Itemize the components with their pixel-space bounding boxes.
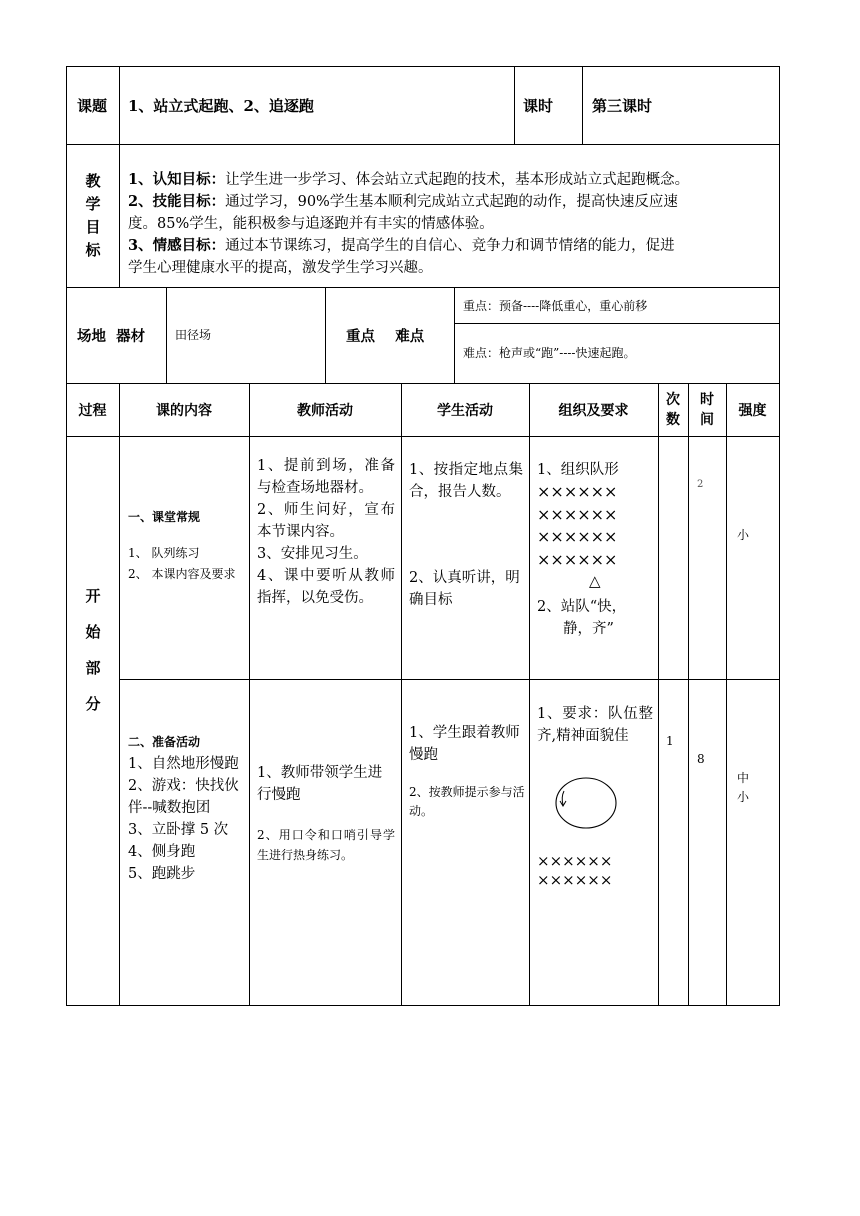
row1-student-2: 2、认真听讲，明确目标: [409, 570, 520, 608]
row1-content-item: 2、 本课内容及要求: [128, 567, 236, 581]
period-label: 课时: [523, 97, 554, 115]
course-title: 1、站立式起跑、2、追逐跑: [128, 97, 314, 115]
objective-cognitive: 1、认知目标：让学生进一步学习、体会站立式起跑的技术，基本形成站立式起跑概念。: [128, 171, 690, 188]
row2-teacher-1: 1、教师带领学生进行慢跑: [257, 765, 383, 803]
phase-label: 开 始 部 分: [85, 587, 101, 713]
col-count: 次 数: [666, 392, 680, 428]
venue-label: 场地 器材: [77, 328, 146, 345]
col-organization: 组织及要求: [558, 403, 629, 419]
teacher-position-mark: △: [589, 572, 601, 590]
row2-formation: ×××××× ××××××: [537, 852, 613, 889]
row2-time: 8: [697, 752, 705, 766]
period-value: 第三课时: [592, 97, 653, 115]
row1-time: 2: [697, 479, 704, 490]
objectives-label: 教 学 目 标: [85, 172, 101, 259]
venue-value: 田径场: [175, 328, 212, 342]
row1-content-item: 1、 队列练习: [128, 546, 200, 560]
col-intensity: 强度: [738, 403, 767, 419]
formation: ×××××× ×××××× ×××××× ××××××: [537, 482, 618, 569]
row2-content-title: 二、准备活动: [128, 735, 201, 749]
col-content: 课的内容: [156, 403, 212, 419]
row1-intensity: 小: [737, 528, 750, 542]
row1-content-title: 一、课堂常规: [128, 510, 201, 524]
difficulty: 难点：枪声或“跑”----快速起跑。: [463, 346, 636, 360]
row2-student-1: 1、学生跟着教师慢跑: [409, 725, 520, 763]
row2-teacher-2: 2、用口令和口哨引导学生进行热身练习。: [257, 828, 395, 862]
running-loop-diagram: [554, 775, 620, 831]
col-process: 过程: [78, 403, 107, 419]
objective-skill: 2、技能目标：通过学习，90%学生基本顺利完成站立式起跑的动作，提高快速反应速: [128, 193, 678, 210]
row2-count: 1: [666, 734, 674, 748]
objective-skill-cont: 度。85%学生，能积极参与追逐跑并有丰实的情感体验。: [128, 216, 494, 232]
row1-teacher: 1、提前到场，准备与检查场地器材。 2、师生问好，宣布本节课内容。 3、安排见习生。 4、课中要听从教师指挥，以免受伤。: [257, 458, 395, 606]
row2-intensity: 中 小: [737, 771, 750, 804]
key-difficulty-label: 重点 难点: [346, 328, 425, 345]
row2-student-2: 2、按教师提示参与活动。: [409, 785, 525, 818]
objective-affect-cont: 学生心理健康水平的提高，激发学生学习兴趣。: [128, 260, 433, 276]
course-label: 课题: [77, 97, 108, 115]
row1-org-2: 2、站队“快，静，齐”: [537, 599, 627, 637]
objective-affect: 3、情感目标：通过本节课练习，提高学生的自信心、竞争力和调节情绪的能力，促进: [128, 237, 675, 254]
row2-org-title: 1、要求：队伍整齐,精神面貌佳: [537, 706, 653, 744]
col-time: 时 间: [700, 392, 714, 428]
loop-direction-arrow: [562, 791, 564, 805]
col-student: 学生活动: [437, 403, 493, 419]
row1-student-1: 1、按指定地点集合，报告人数。: [409, 462, 523, 500]
col-teacher: 教师活动: [297, 403, 353, 419]
row2-content-items: 1、自然地形慢跑 2、游戏：快找伙伴--喊数抱团 3、立卧撑 5 次 4、侧身跑 5、跑跳步: [128, 756, 239, 882]
key-point: 重点：预备----降低重心，重心前移: [463, 299, 648, 313]
row1-org-title: 1、组织队形: [537, 462, 619, 478]
